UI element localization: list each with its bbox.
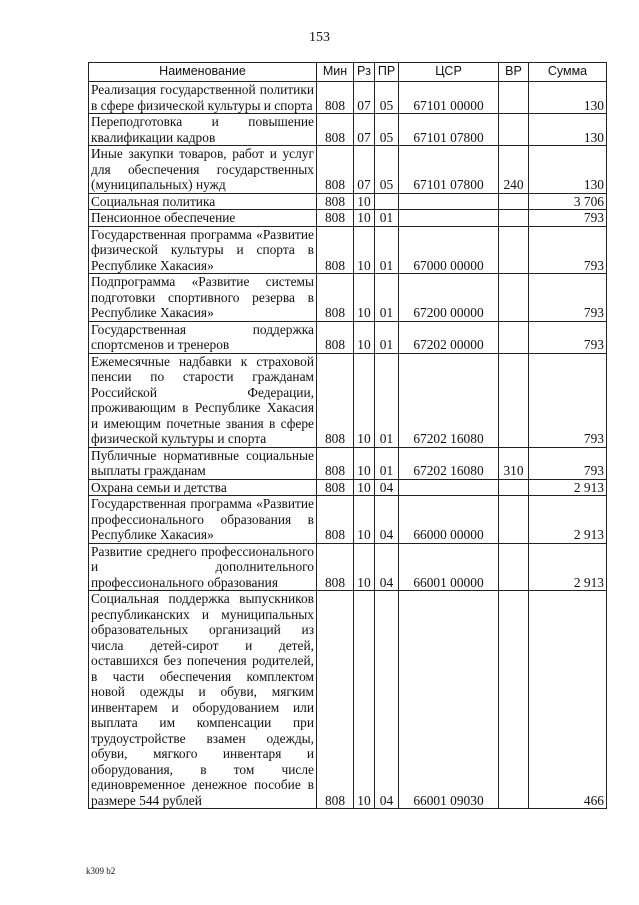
cell-name: Переподготовка и повышение квалификации кадров [89,114,317,146]
table-row [89,353,607,447]
cell-pr: 04 [375,496,399,544]
cell-min: 808 [317,146,354,194]
cell-sum: 130 [529,114,607,146]
cell-name: Государственная программа «Развитие профессионального образования в Республике Хакасия» [89,496,317,544]
cell-rz: 10 [354,591,375,809]
header-name: Наименование [89,63,317,82]
cell-name: Государственная поддержка спортсменов и тренеров [89,321,317,353]
cell-name: Публичные нормативные социальные выплаты гражданам [89,447,317,479]
cell-pr: 05 [375,82,399,114]
cell-vr: 240 [499,146,529,194]
cell-csr: 67101 07800 [399,146,499,194]
table-row [89,226,607,274]
cell-min: 808 [317,274,354,322]
cell-rz: 10 [354,447,375,479]
cell-pr: 01 [375,210,399,227]
header-csr: ЦСР [399,63,499,82]
cell-name: Социальная политика [89,193,317,210]
cell-min: 808 [317,210,354,227]
header-pr: ПР [375,63,399,82]
cell-name: Иные закупки товаров, работ и услуг для обеспечения государственных (муниципальных) нужд [89,146,317,194]
cell-vr [499,274,529,322]
cell-vr [499,82,529,114]
cell-pr: 04 [375,591,399,809]
cell-rz: 07 [354,146,375,194]
cell-rz: 10 [354,274,375,322]
table-row [89,543,607,591]
cell-csr: 67200 00000 [399,274,499,322]
cell-name: Реализация государственной политики в сфере физической культуры и спорта [89,82,317,114]
table-row [89,193,607,210]
cell-vr [499,193,529,210]
cell-name: Социальная поддержка выпускников республиканских и муниципальных образовательных организаций из числа детей-сирот и детей, оставшихся без попечения родителей, в части обеспечения комплектом новой одежды и обуви, мягким инвентарем и оборудованием или выплата им компенсации при трудоустройстве взамен одежды, обуви, мягкого инвентаря и оборудования, в том числе единовременное денежное пособие в размере 544 рублей [89,591,317,809]
header-sum: Сумма [529,63,607,82]
cell-sum: 793 [529,321,607,353]
cell-pr: 04 [375,479,399,496]
cell-rz: 10 [354,226,375,274]
table-row [89,114,607,146]
cell-rz: 10 [354,193,375,210]
cell-csr: 67101 07800 [399,114,499,146]
cell-min: 808 [317,82,354,114]
cell-name: Ежемесячные надбавки к страховой пенсии по старости гражданам Российской Федерации, проживающим в Республике Хакасия и имеющим почетные звания в сфере физической культуры и спорта [89,353,317,447]
cell-csr [399,210,499,227]
table-header [89,63,607,82]
cell-sum: 2 913 [529,496,607,544]
cell-vr [499,479,529,496]
cell-sum: 793 [529,210,607,227]
table-row [89,496,607,544]
cell-csr: 66001 00000 [399,543,499,591]
cell-rz: 10 [354,479,375,496]
cell-rz: 07 [354,114,375,146]
cell-name: Охрана семьи и детства [89,479,317,496]
cell-csr: 67202 16080 [399,447,499,479]
cell-vr [499,226,529,274]
cell-pr: 01 [375,226,399,274]
cell-min: 808 [317,193,354,210]
cell-csr: 67202 00000 [399,321,499,353]
header-min: Мин [317,63,354,82]
cell-min: 808 [317,114,354,146]
cell-min: 808 [317,226,354,274]
cell-pr: 05 [375,114,399,146]
budget-table [88,62,607,809]
table-row [89,82,607,114]
cell-vr [499,496,529,544]
cell-min: 808 [317,496,354,544]
table-body [89,82,607,809]
cell-csr: 67202 16080 [399,353,499,447]
header-rz: Рз [354,63,375,82]
table-row [89,210,607,227]
cell-vr [499,114,529,146]
cell-csr [399,193,499,210]
cell-csr: 67101 00000 [399,82,499,114]
cell-sum: 466 [529,591,607,809]
cell-min: 808 [317,353,354,447]
table-row [89,591,607,809]
cell-sum: 3 706 [529,193,607,210]
cell-sum: 2 913 [529,543,607,591]
cell-csr: 66001 09030 [399,591,499,809]
cell-name: Подпрограмма «Развитие системы подготовки спортивного резерва в Республике Хакасия» [89,274,317,322]
cell-name: Развитие среднего профессионального и дополнительного профессионального образования [89,543,317,591]
cell-sum: 793 [529,274,607,322]
cell-csr: 66000 00000 [399,496,499,544]
cell-vr [499,210,529,227]
cell-min: 808 [317,543,354,591]
cell-pr: 01 [375,321,399,353]
cell-vr: 310 [499,447,529,479]
cell-sum: 793 [529,447,607,479]
cell-csr: 67000 00000 [399,226,499,274]
header-vr: ВР [499,63,529,82]
cell-sum: 130 [529,146,607,194]
cell-vr [499,591,529,809]
cell-pr: 01 [375,447,399,479]
cell-sum: 793 [529,226,607,274]
page-number: 153 [309,30,330,45]
cell-csr [399,479,499,496]
cell-pr: 04 [375,543,399,591]
cell-rz: 10 [354,321,375,353]
cell-vr [499,321,529,353]
cell-pr [375,193,399,210]
cell-pr: 05 [375,146,399,194]
cell-rz: 10 [354,496,375,544]
cell-min: 808 [317,447,354,479]
cell-rz: 10 [354,210,375,227]
cell-sum: 2 913 [529,479,607,496]
table-row [89,321,607,353]
cell-vr [499,543,529,591]
cell-vr [499,353,529,447]
cell-sum: 793 [529,353,607,447]
table-row [89,146,607,194]
table-row [89,274,607,322]
cell-pr: 01 [375,274,399,322]
cell-name: Государственная программа «Развитие физической культуры и спорта в Республике Хакасия» [89,226,317,274]
cell-rz: 07 [354,82,375,114]
cell-rz: 10 [354,543,375,591]
cell-min: 808 [317,479,354,496]
cell-sum: 130 [529,82,607,114]
table-row [89,479,607,496]
cell-min: 808 [317,591,354,809]
cell-min: 808 [317,321,354,353]
header-row [89,63,607,82]
cell-name: Пенсионное обеспечение [89,210,317,227]
cell-rz: 10 [354,353,375,447]
cell-pr: 01 [375,353,399,447]
table-row [89,447,607,479]
footer-code: k309 b2 [86,866,116,876]
